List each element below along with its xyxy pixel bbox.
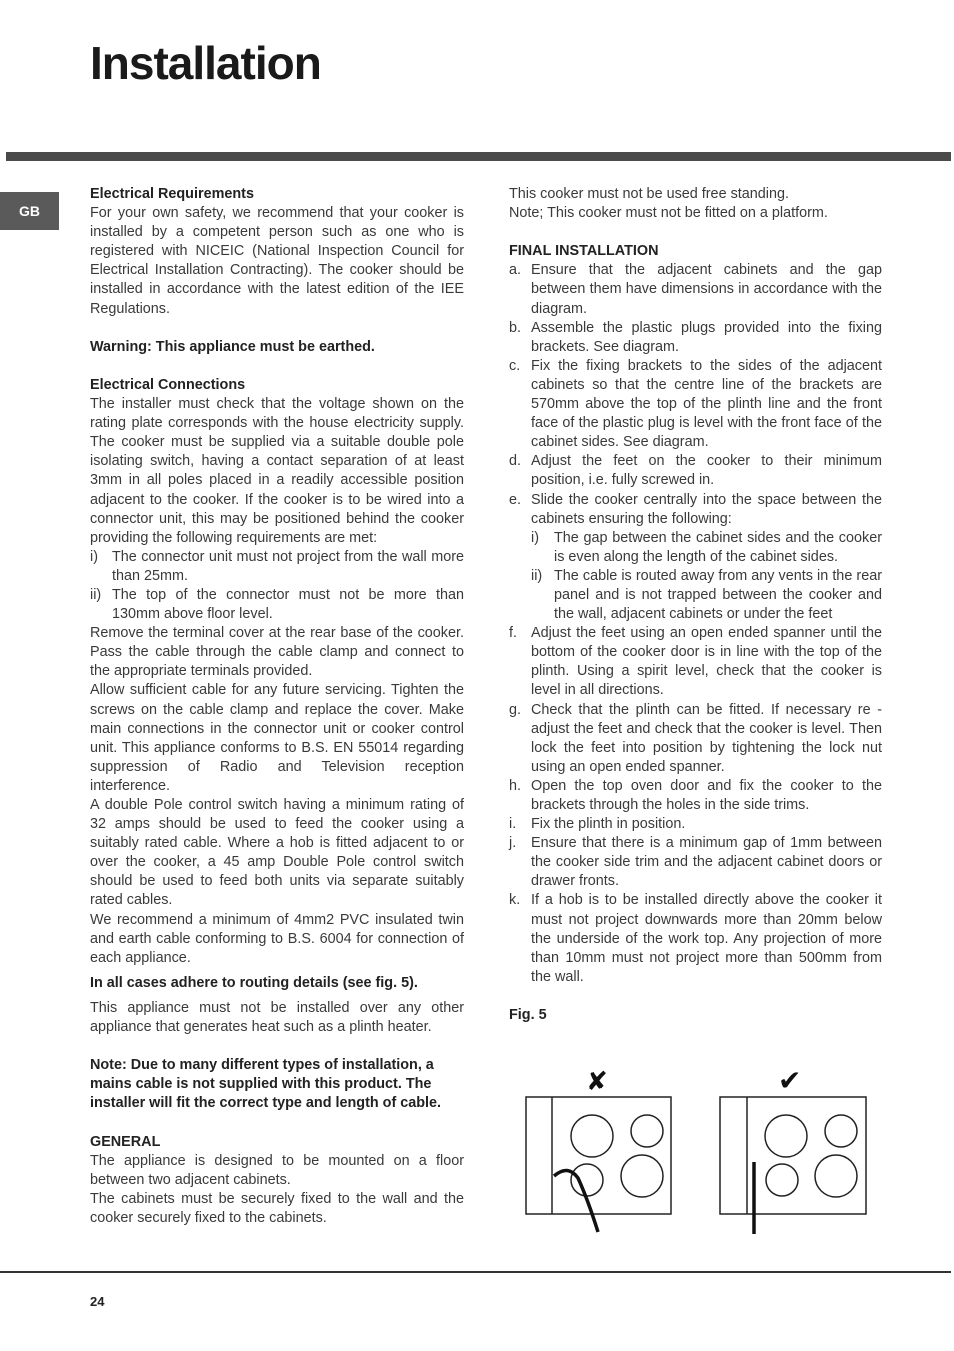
list-item: ii) The top of the connector must not be more than 130mm above floor level. <box>90 586 464 623</box>
right-column <box>509 185 882 1025</box>
language-tab: GB <box>0 192 59 230</box>
hob-ring <box>631 1115 663 1147</box>
list-item: f. Adjust the feet using an open ended spanner until the bottom of the cooker door is in line with the top of the plinth. Using a spirit level, check that the cooker is level in all directions. <box>509 625 882 699</box>
heat-warning-text: This appliance must not be installed over any other appliance that generates heat such as a plinth heater. <box>90 999 464 1036</box>
list-item: i. Fix the plinth in position. <box>509 816 686 833</box>
list-item: g. Check that the plinth can be fitted. If necessary re - adjust the feet and check that the cooker is level. Then lock the feet into position by tightening the lock nut using an open ended spanner. <box>509 701 882 775</box>
list-item: e. Slide the cooker centrally into the space between the cabinets ensuring the following: <box>509 491 882 527</box>
electrical-requirements-text: For your own safety, we recommend that your cooker is installed by a competent person such as one who is registered with NICEIC (National Inspection Council for Electrical Installation Contracting). The cooker should be installed in accordance with the latest edition of the IEE Regulations. <box>90 205 464 317</box>
general-text-1: The appliance is designed to be mounted on a floor between two adjacent cabinets. <box>90 1152 464 1188</box>
list-item: j. Ensure that there is a minimum gap of 1mm between the cooker side trim and the adjacent cabinet doors or drawer fronts. <box>509 835 882 890</box>
list-item: d. Adjust the feet on the cooker to their minimum position, i.e. fully screwed in. <box>509 453 882 489</box>
left-column <box>90 185 464 1228</box>
platform-note: Note; This cooker must not be fitted on a platform. <box>509 205 828 222</box>
list-item: h. Open the top oven door and fix the cooker to the brackets through the holes in the side trims. <box>509 777 882 813</box>
figure-label: Fig. 5 <box>509 1007 547 1024</box>
list-item: a. Ensure that the adjacent cabinets and the gap between them have dimensions in accordance with the diagram. <box>509 262 882 317</box>
right-mark-icon: ✔ <box>778 1064 802 1097</box>
hob-ring <box>766 1164 798 1196</box>
page-title: Installation <box>90 37 321 89</box>
double-pole-text: A double Pole control switch having a minimum rating of 32 amps should be used to feed the cooker using a suitably rated cable. Where a hob is fitted adjacent to or over the cooker, a 45 amp Double Pole control switch should be used to feed both units via separate suitably rated cables. <box>90 797 464 909</box>
electrical-connections-text: The installer must check that the voltage shown on the rating plate corresponds with the house electricity supply. The cooker must be supplied via a suitable double pole isolating switch, having a contact separation of at least 3mm in all poles placed in a readily accessible position adjacent to the cooker. If the cooker is to be wired into a connector unit, this may be positioned behind the cooker providing the following requirements are met: <box>90 396 464 546</box>
list-item: c. Fix the fixing brackets to the sides of the adjacent cabinets so that the centre line of the brackets are 570mm above the top of the plinth line and the front face of the plastic plug is level with the front face of the cabinet sides. See diagram. <box>509 357 882 451</box>
hob-ring <box>765 1115 807 1157</box>
mains-cable-note: Note: Due to many different types of installation, a mains cable is not supplied with this product. The installer will fit the correct type and length of cable. <box>90 1057 442 1112</box>
earth-warning: Warning: This appliance must be earthed. <box>90 338 375 355</box>
header-rule <box>6 152 951 161</box>
hob-ring <box>815 1155 857 1197</box>
list-item: b. Assemble the plastic plugs provided into the fixing brackets. See diagram. <box>509 319 882 355</box>
hob-ring <box>825 1115 857 1147</box>
page-number: 24 <box>90 1294 105 1309</box>
list-item: k. If a hob is to be installed directly above the cooker it must not project downwards more than 20mm below the underside of the work top. Any projection of more than 10mm must not project more than 500mm from the wall. <box>509 892 882 985</box>
allow-cable-text: Allow sufficient cable for any future servicing. Tighten the screws on the cable clamp and replace the cover. Make main connections in the connector unit or cooker control unit. This appliance conforms to B.S. EN 55014 regarding suppression of Radio and Television reception interference. <box>90 682 464 794</box>
list-item: i) The gap between the cabinet sides and the cooker is even along the length of the cabinet sides. <box>531 529 882 565</box>
electrical-connections-heading: Electrical Connections <box>90 376 246 393</box>
wrong-mark-icon: ✘ <box>586 1067 608 1097</box>
general-text-2: The cabinets must be securely fixed to the wall and the cooker securely fixed to the cabinets. <box>90 1190 464 1226</box>
electrical-requirements-heading: Electrical Requirements <box>90 186 254 202</box>
cable-routing-diagram <box>520 1060 880 1240</box>
final-installation-heading: FINAL INSTALLATION <box>509 243 659 260</box>
list-item: ii) The cable is routed away from any vents in the rear panel and is not trapped between the cooker and the wall, adjacent cabinets or under the feet <box>531 567 882 623</box>
cable-wrong <box>554 1170 598 1232</box>
routing-note: In all cases adhere to routing details (see fig. 5). <box>90 974 418 991</box>
list-item: i) The connector unit must not project from the wall more than 25mm. <box>90 548 464 584</box>
free-standing-note: This cooker must not be used free standing. <box>509 186 789 202</box>
remove-cover-text: Remove the terminal cover at the rear base of the cooker. Pass the cable through the cable clamp and connect to the appropriate terminals provided. <box>90 625 464 680</box>
hob-ring <box>571 1115 613 1157</box>
hob-ring <box>621 1155 663 1197</box>
general-heading: GENERAL <box>90 1133 161 1150</box>
cable-recommendation-text: We recommend a minimum of 4mm2 PVC insulated twin and earth cable conforming to B.S. 6004 for connection of each appliance. <box>90 911 464 966</box>
hob-ring <box>571 1164 603 1196</box>
footer-rule <box>0 1271 951 1273</box>
